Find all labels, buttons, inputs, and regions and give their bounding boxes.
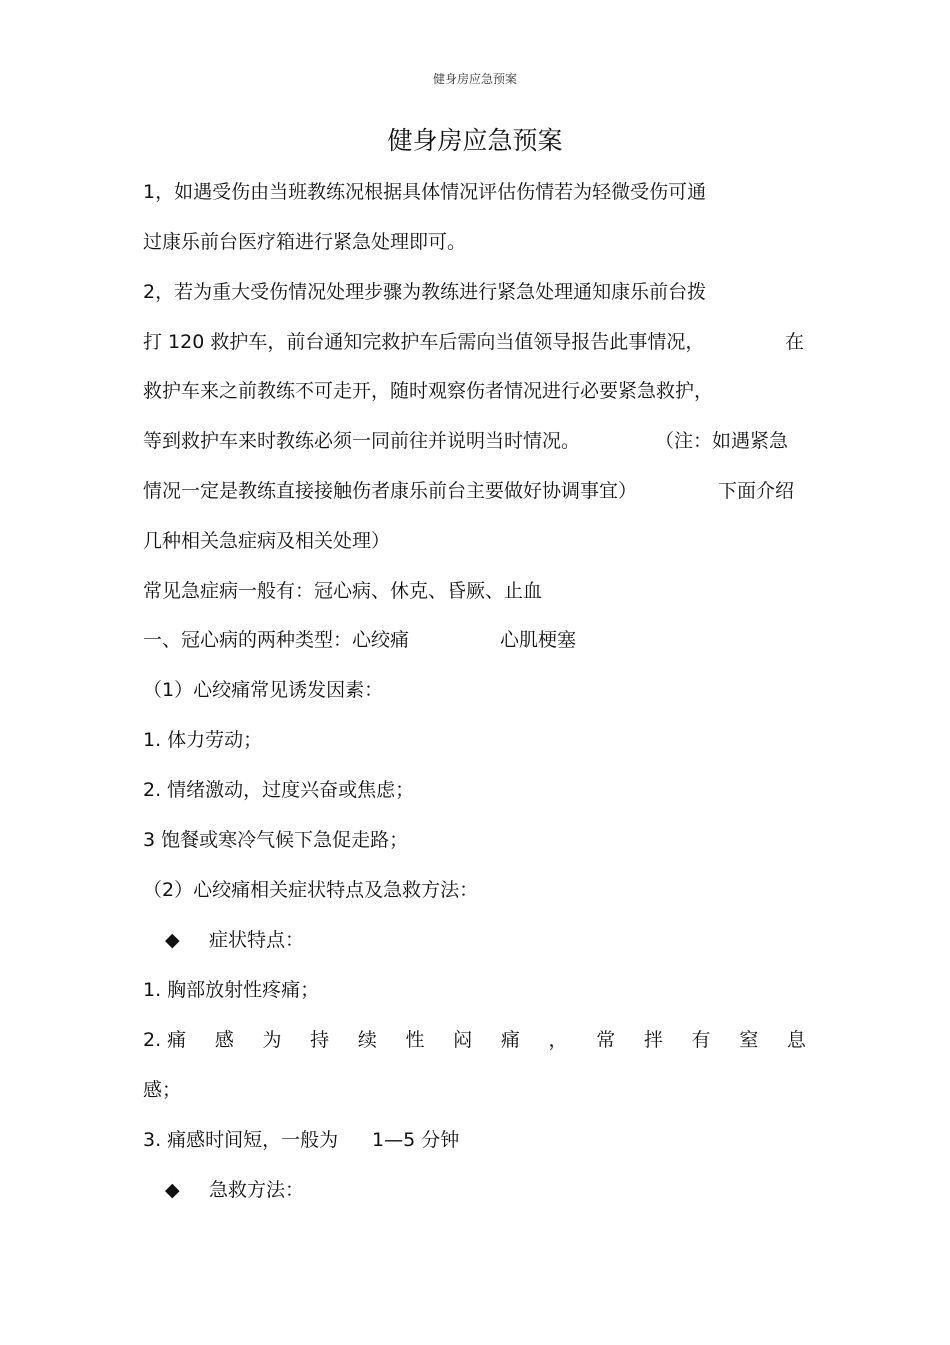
symptom-item-2-char: 痛 bbox=[500, 1029, 520, 1051]
paragraph-1-line-1: 1，如遇受伤由当班教练况根据具体情况评估伤情若为轻微受伤可通 bbox=[143, 181, 707, 203]
subsection-1-heading: （1）心绞痛常见诱发因素： bbox=[143, 679, 384, 701]
list-item-2: 2. 情绪激动，过度兴奋或焦虑； bbox=[143, 779, 415, 801]
paragraph-2-line-4-note: （注：如遇紧急 bbox=[655, 430, 789, 452]
paragraph-2-line-2-end: 在 bbox=[785, 331, 805, 353]
bullet-first-aid-label: 急救方法： bbox=[209, 1179, 305, 1201]
symptom-item-2-tail: 感； bbox=[143, 1079, 182, 1101]
symptom-item-2-char: 续 bbox=[357, 1029, 377, 1051]
paragraph-2-line-1: 2，若为重大受伤情况处理步骤为教练进行紧急处理通知康乐前台拨 bbox=[143, 281, 707, 303]
symptom-item-2-char: 2. 痛 bbox=[143, 1029, 187, 1051]
paragraph-2-line-5-end: 下面介绍 bbox=[718, 480, 795, 502]
symptom-item-2-char: 常 bbox=[596, 1029, 616, 1051]
symptom-item-2-char: 为 bbox=[262, 1029, 282, 1051]
paragraph-2-line-5: 情况一定是教练直接接触伤者康乐前台主要做好协调事宜） bbox=[143, 480, 638, 502]
paragraph-2-line-2: 打 120 救护车，前台通知完救护车后需向当值领导报告此事情况， bbox=[143, 331, 705, 353]
symptom-item-2 bbox=[143, 1026, 806, 1054]
list-item-3: 3 饱餐或寒冷气候下急促走路； bbox=[143, 829, 409, 851]
symptom-item-2-char: 性 bbox=[405, 1029, 425, 1051]
diamond-bullet-icon: ◆ bbox=[165, 929, 180, 951]
symptom-item-2-char: 拌 bbox=[643, 1029, 663, 1051]
running-header: 健身房应急预案 bbox=[432, 72, 517, 86]
symptom-item-2-char: 持 bbox=[310, 1029, 330, 1051]
document-title: 健身房应急预案 bbox=[387, 126, 563, 155]
list-item-1: 1. 体力劳动； bbox=[143, 729, 263, 751]
symptom-item-2-char: 闷 bbox=[453, 1029, 473, 1051]
symptom-item-2-char: 有 bbox=[691, 1029, 711, 1051]
section-1-heading-type-2: 心肌梗塞 bbox=[500, 629, 577, 651]
subsection-2-heading: （2）心绞痛相关症状特点及急救方法： bbox=[143, 879, 479, 901]
symptom-item-2-char: ， bbox=[548, 1029, 568, 1051]
paragraph-1-line-2: 过康乐前台医疗箱进行紧急处理即可。 bbox=[143, 231, 467, 253]
bullet-symptoms bbox=[165, 926, 304, 954]
diamond-bullet-icon: ◆ bbox=[165, 1179, 180, 1201]
paragraph-2-line-3: 救护车来之前教练不可走开，随时观察伤者情况进行必要紧急救护， bbox=[143, 380, 714, 402]
paragraph-2-line-4: 等到救护车来时教练必须一同前往并说明当时情况。 bbox=[143, 430, 581, 452]
common-diseases-line: 常见急症病一般有：冠心病、休克、昏厥、止血 bbox=[143, 580, 543, 602]
symptom-item-2-char: 感 bbox=[214, 1029, 234, 1051]
symptom-item-1: 1. 胸部放射性疼痛； bbox=[143, 979, 320, 1001]
symptom-item-2-char: 息 bbox=[786, 1029, 806, 1051]
symptom-item-3: 3. 痛感时间短，一般为 bbox=[143, 1129, 339, 1151]
section-1-heading: 一、冠心病的两种类型：心绞痛 bbox=[143, 629, 410, 651]
symptom-item-3-duration: 1—5 分钟 bbox=[372, 1129, 460, 1151]
symptom-item-2-char: 窒 bbox=[739, 1029, 759, 1051]
bullet-first-aid bbox=[165, 1176, 304, 1204]
bullet-symptoms-label: 症状特点： bbox=[209, 929, 305, 951]
paragraph-2-line-6: 几种相关急症病及相关处理） bbox=[143, 530, 391, 552]
